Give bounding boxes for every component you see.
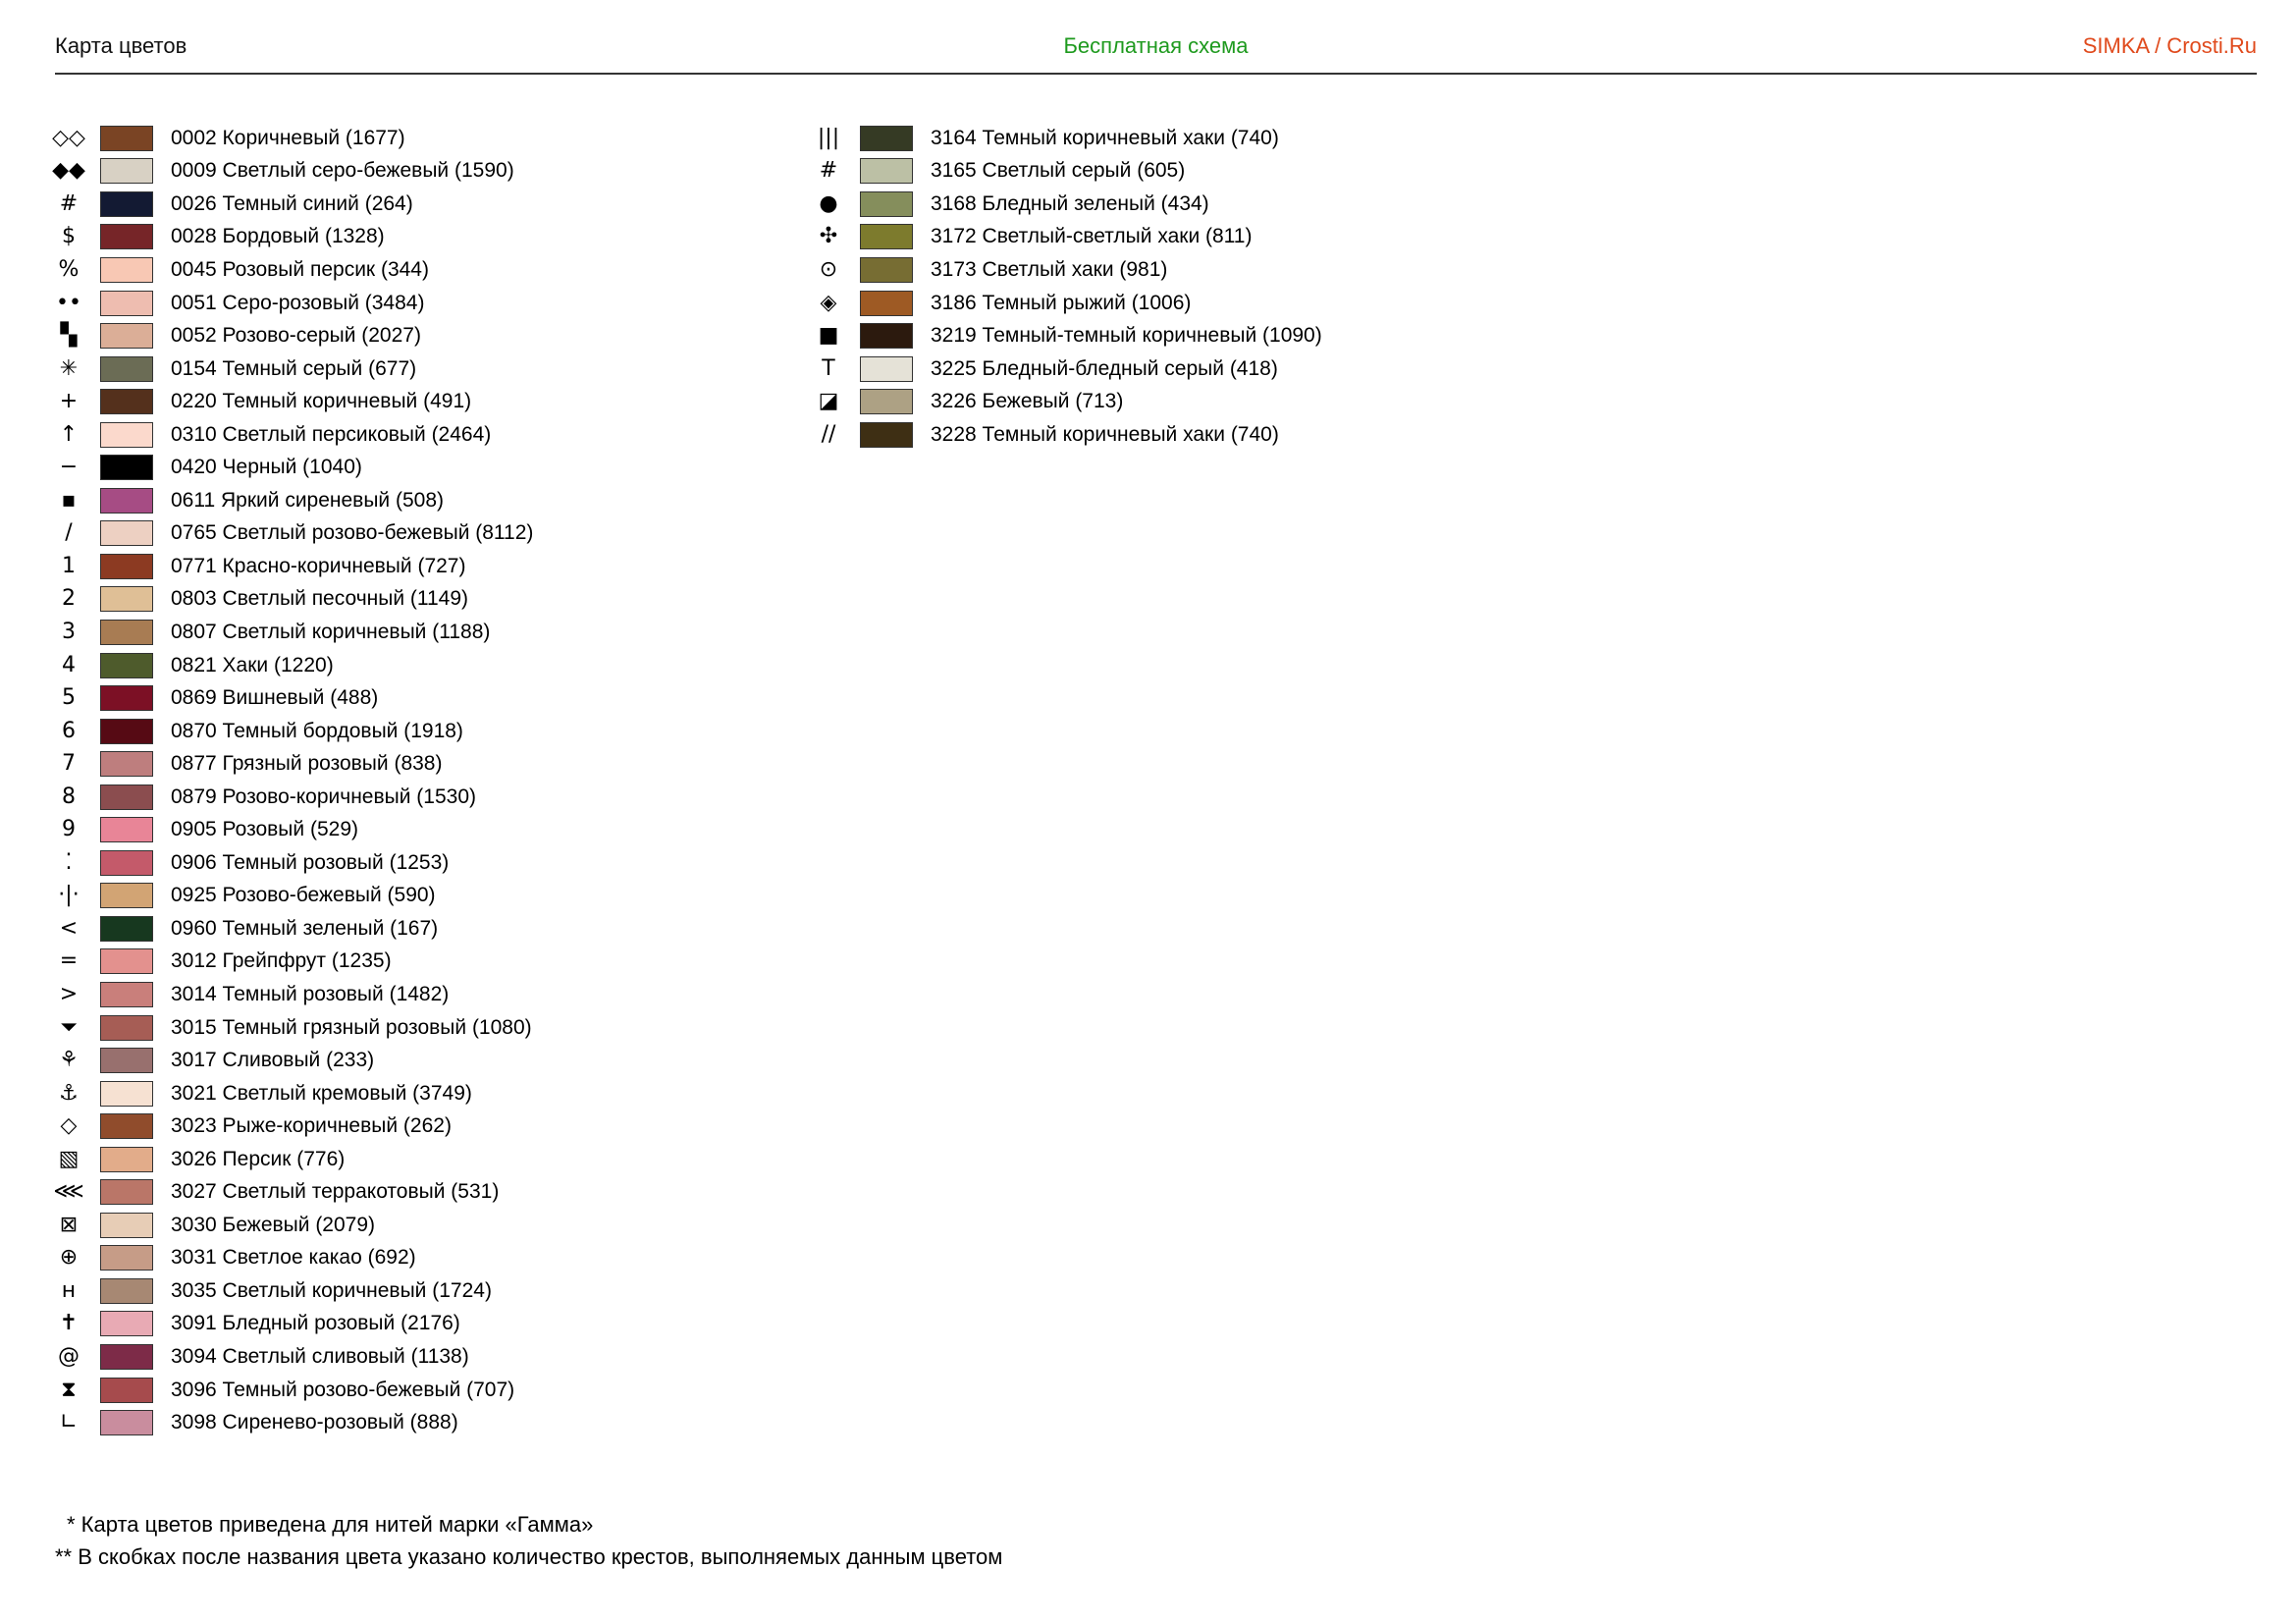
legend-row	[55, 1406, 533, 1439]
page-header	[55, 29, 2257, 75]
legend-row	[55, 385, 533, 418]
color-swatch	[100, 620, 153, 645]
color-label: 3098 Сиренево-розовый (888)	[171, 1411, 458, 1434]
legend-row	[55, 583, 533, 617]
color-swatch	[860, 356, 913, 382]
legend-row	[55, 319, 533, 352]
color-swatch	[860, 323, 913, 349]
color-swatch	[100, 916, 153, 942]
color-label: 3021 Светлый кремовый (3749)	[171, 1081, 472, 1105]
hourglass-icon: ⧗	[61, 1377, 77, 1402]
dot-bar-dot-icon: ·|·	[58, 883, 80, 908]
legend-row	[55, 912, 533, 946]
legend-row	[815, 319, 1322, 352]
arrow-up-icon: ↑	[59, 421, 79, 447]
color-label: 0026 Темный синий (264)	[171, 191, 413, 215]
color-swatch	[100, 850, 153, 876]
legend-row	[52, 122, 533, 155]
letter-t-icon: T	[822, 355, 835, 381]
color-swatch	[100, 1311, 153, 1336]
digit-three-icon: 3	[62, 619, 76, 644]
legend-row	[55, 484, 533, 517]
percent-icon: %	[58, 256, 80, 282]
color-label: 0154 Темный серый (677)	[171, 356, 417, 380]
legend-row	[52, 155, 533, 189]
color-label: 3012 Грейпфрут (1235)	[171, 949, 392, 973]
color-label: 3219 Темный-темный коричневый (1090)	[931, 324, 1322, 348]
header-source-link[interactable]: SIMKA / Crosti.Ru	[2082, 33, 2257, 58]
color-label: 0765 Светлый розово-бежевый (8112)	[171, 521, 534, 545]
color-label: 3023 Рыже-коричневый (262)	[171, 1114, 452, 1138]
legend-row	[815, 385, 1322, 418]
color-swatch	[100, 422, 153, 448]
color-label: 0771 Красно-коричневый (727)	[171, 554, 466, 577]
two-dots-icon: ••	[56, 290, 81, 315]
color-label: 0925 Розово-бежевый (590)	[171, 884, 436, 907]
color-label: 3186 Темный рыжий (1006)	[931, 291, 1192, 314]
legend-row	[55, 1209, 533, 1242]
legend-row	[55, 978, 533, 1011]
filled-circle-icon: ●	[819, 190, 838, 216]
plus-icon: +	[59, 389, 79, 414]
hatched-square-icon: ▧	[58, 1146, 80, 1171]
legend-row	[815, 253, 1322, 287]
color-label: 0611 Яркий сиреневый (508)	[171, 488, 445, 512]
color-label: 3225 Бледный-бледный серый (418)	[931, 356, 1278, 380]
digit-one-icon: 1	[62, 553, 76, 578]
diamond-outline-icon: ◇	[60, 1113, 78, 1139]
color-swatch	[100, 1113, 153, 1139]
color-label: 3014 Темный розовый (1482)	[171, 982, 450, 1005]
legend-row	[815, 155, 1322, 189]
color-swatch	[100, 389, 153, 414]
color-swatch	[860, 126, 913, 151]
color-label: 0877 Грязный розовый (838)	[171, 752, 443, 776]
color-swatch	[100, 224, 153, 249]
color-swatch	[100, 1344, 153, 1370]
legend-row	[55, 418, 533, 452]
color-label: 3173 Светлый хаки (981)	[931, 257, 1168, 281]
equals-icon: =	[59, 948, 79, 974]
circled-plus-icon: ⊕	[59, 1245, 79, 1271]
legend-row	[55, 880, 533, 913]
legend-row	[55, 253, 533, 287]
color-swatch	[100, 1278, 153, 1304]
color-swatch	[100, 653, 153, 678]
color-swatch	[100, 158, 153, 184]
color-label: 3228 Темный коричневый хаки (740)	[931, 422, 1279, 446]
color-label: 0002 Коричневый (1677)	[171, 126, 405, 149]
footnotes	[55, 1512, 1002, 1577]
small-square-icon: ▪	[61, 487, 77, 513]
double-diamond-filled-icon: ◆◆	[52, 158, 85, 184]
color-label: 0009 Светлый серо-бежевый (1590)	[171, 159, 514, 183]
legend-row	[55, 1011, 533, 1045]
legend-row	[55, 681, 533, 715]
legend-row	[815, 352, 1322, 386]
legend-row	[815, 221, 1322, 254]
digit-seven-icon: 7	[62, 751, 76, 777]
color-swatch	[100, 1245, 153, 1271]
color-label: 3026 Персик (776)	[171, 1147, 346, 1170]
color-label: 0906 Темный розовый (1253)	[171, 850, 450, 874]
anchor-icon: ⚓	[59, 1080, 79, 1106]
legend-row	[55, 747, 533, 781]
legend-row	[55, 1143, 533, 1176]
half-square-icon: ◪	[818, 389, 839, 414]
slash-icon: /	[65, 520, 73, 546]
legend-row	[55, 813, 533, 846]
color-swatch	[100, 883, 153, 908]
color-label: 0821 Хаки (1220)	[171, 653, 334, 676]
legend-row	[55, 221, 533, 254]
color-swatch	[860, 422, 913, 448]
header-free-scheme: Бесплатная схема	[1063, 33, 1249, 58]
color-swatch	[100, 356, 153, 382]
triangle-cluster-icon: ⏷	[60, 1014, 78, 1040]
color-swatch	[100, 817, 153, 842]
color-label: 0052 Розово-серый (2027)	[171, 324, 421, 348]
color-label: 3031 Светлое какао (692)	[171, 1246, 416, 1270]
color-label: 3035 Светлый коричневый (1724)	[171, 1278, 492, 1302]
color-swatch	[100, 126, 153, 151]
color-label: 3015 Темный грязный розовый (1080)	[171, 1015, 532, 1039]
double-slash-icon: //	[821, 421, 836, 447]
color-swatch	[100, 1015, 153, 1041]
legend-row	[55, 1044, 533, 1077]
color-legend-column-2	[815, 122, 1322, 451]
color-label: 0870 Темный бордовый (1918)	[171, 719, 463, 742]
minus-icon: −	[59, 455, 79, 480]
color-swatch	[100, 784, 153, 810]
color-swatch	[100, 291, 153, 316]
color-label: 3226 Бежевый (713)	[931, 390, 1124, 413]
color-swatch	[100, 751, 153, 777]
color-swatch	[100, 948, 153, 974]
color-label: 3091 Бледный розовый (2176)	[171, 1312, 460, 1335]
color-swatch	[100, 1378, 153, 1403]
color-swatch	[100, 455, 153, 480]
header-title: Карта цветов	[55, 33, 187, 58]
color-legend-column-1	[52, 122, 534, 1439]
colon-icon: ⁚	[65, 849, 73, 875]
four-way-arrows-icon: ✣	[819, 224, 838, 249]
color-swatch	[100, 1179, 153, 1205]
color-swatch	[100, 257, 153, 283]
legend-row	[55, 946, 533, 979]
less-than-icon: <	[59, 915, 79, 941]
fletching-icon: ⋘	[53, 1179, 84, 1205]
color-swatch	[860, 191, 913, 217]
color-swatch	[100, 982, 153, 1007]
color-label: 3094 Светлый сливовый (1138)	[171, 1345, 469, 1368]
digit-nine-icon: 9	[62, 817, 76, 842]
color-swatch	[100, 488, 153, 514]
legend-row	[815, 418, 1322, 452]
color-label: 0045 Розовый персик (344)	[171, 257, 429, 281]
footnote-gamma: * Карта цветов приведена для нитей марки «Гамма»	[67, 1512, 594, 1537]
legend-row	[55, 1077, 533, 1110]
color-label: 0803 Светлый песочный (1149)	[171, 587, 469, 611]
dollar-icon: $	[62, 224, 76, 249]
color-swatch	[100, 685, 153, 711]
triple-bar-icon: |||	[817, 125, 840, 150]
small-h-icon: ʜ	[61, 1277, 77, 1303]
greater-than-icon: >	[59, 981, 79, 1006]
legend-row	[55, 1374, 533, 1407]
legend-row	[55, 1340, 533, 1374]
checker-square-icon: ▚	[60, 323, 78, 349]
legend-row	[55, 352, 533, 386]
legend-row	[55, 1308, 533, 1341]
color-swatch	[100, 520, 153, 546]
legend-row	[55, 188, 533, 221]
color-label: 3164 Темный коричневый хаки (740)	[931, 126, 1279, 149]
color-swatch	[100, 323, 153, 349]
color-label: 3168 Бледный зеленый (434)	[931, 191, 1209, 215]
legend-row	[815, 287, 1322, 320]
hash-icon: #	[59, 190, 79, 216]
filled-square-icon: ■	[818, 323, 839, 349]
color-swatch	[100, 1048, 153, 1073]
crossed-box-icon: ⊠	[59, 1212, 79, 1237]
legend-row	[55, 1242, 533, 1275]
legend-row	[55, 517, 533, 551]
digit-six-icon: 6	[62, 718, 76, 743]
color-label: 0310 Светлый персиковый (2464)	[171, 422, 492, 446]
spiral-icon: @	[58, 1344, 80, 1369]
color-label: 0960 Темный зеленый (167)	[171, 916, 439, 940]
legend-row	[55, 287, 533, 320]
color-swatch	[100, 1081, 153, 1107]
color-swatch	[100, 554, 153, 579]
legend-row	[55, 649, 533, 682]
color-label: 0905 Розовый (529)	[171, 818, 358, 841]
digit-five-icon: 5	[62, 685, 76, 711]
color-label: 0807 Светлый коричневый (1188)	[171, 620, 491, 643]
color-label: 3172 Светлый-светлый хаки (811)	[931, 225, 1253, 248]
legend-row	[55, 1274, 533, 1308]
corner-icon: ∟	[59, 1410, 79, 1435]
legend-row	[55, 846, 533, 880]
legend-row	[55, 616, 533, 649]
footnote-cross-count: ** В скобках после названия цвета указано количество крестов, выполняемых данным цветом	[55, 1544, 1003, 1569]
color-label: 0051 Серо-розовый (3484)	[171, 291, 425, 314]
color-swatch	[100, 1410, 153, 1435]
digit-eight-icon: 8	[62, 784, 76, 809]
digit-four-icon: 4	[62, 652, 76, 677]
color-swatch	[860, 291, 913, 316]
color-swatch	[100, 586, 153, 612]
color-swatch	[100, 1213, 153, 1238]
legend-row	[815, 188, 1322, 221]
color-label: 3017 Сливовый (233)	[171, 1049, 375, 1072]
color-label: 3027 Светлый терракотовый (531)	[171, 1180, 500, 1204]
legend-row	[55, 1176, 533, 1210]
color-label: 3096 Темный розово-бежевый (707)	[171, 1378, 515, 1401]
trefoil-icon: ⚘	[59, 1048, 79, 1073]
legend-row	[55, 715, 533, 748]
legend-row	[55, 550, 533, 583]
color-label: 0420 Черный (1040)	[171, 456, 362, 479]
color-swatch	[860, 257, 913, 283]
color-swatch	[860, 158, 913, 184]
color-swatch	[860, 389, 913, 414]
color-label: 0028 Бордовый (1328)	[171, 225, 385, 248]
color-label: 0220 Темный коричневый (491)	[171, 390, 472, 413]
color-swatch	[100, 719, 153, 744]
color-swatch	[100, 191, 153, 217]
color-label: 0869 Вишневый (488)	[171, 686, 379, 710]
legend-row	[55, 1109, 533, 1143]
digit-two-icon: 2	[62, 586, 76, 612]
color-label: 3030 Бежевый (2079)	[171, 1213, 376, 1236]
color-label: 3165 Светлый серый (605)	[931, 159, 1186, 183]
legend-row	[55, 781, 533, 814]
diamond-dot-icon: ◈	[820, 290, 837, 315]
legend-row	[815, 122, 1322, 155]
cross-icon: ✝	[59, 1311, 79, 1336]
asterisk-icon: ✳	[59, 355, 79, 381]
circled-dot-icon: ⊙	[819, 256, 838, 282]
grid-hash-icon: #	[819, 158, 838, 184]
color-swatch	[860, 224, 913, 249]
legend-row	[55, 451, 533, 484]
double-diamond-outline-icon: ◇◇	[52, 125, 85, 150]
color-swatch	[100, 1147, 153, 1172]
color-label: 0879 Розово-коричневый (1530)	[171, 784, 476, 808]
